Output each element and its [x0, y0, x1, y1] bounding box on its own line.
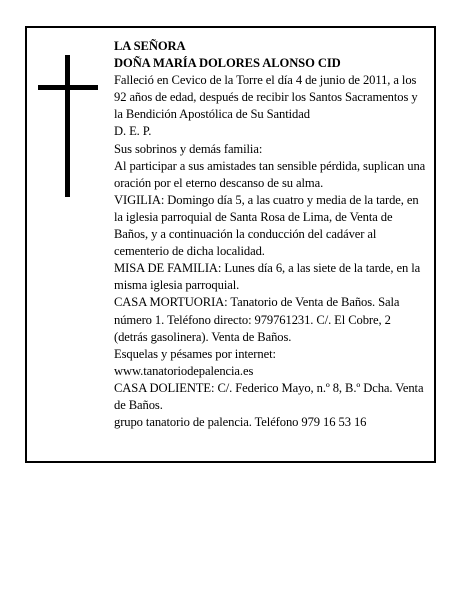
death-statement: Falleció en Cevico de la Torre el día 4 de junio de 2011, a los 92 años de edad, después de recibir los Santos Sacramentos y la Bendición Apostólica de Su Santidad [114, 73, 418, 122]
notice-title: LA SEÑORA [114, 39, 186, 53]
mourning-house-info: CASA DOLIENTE: C/. Federico Mayo, n.º 8, B.º Dcha. Venta de Baños. [114, 380, 424, 412]
obituary-text [114, 38, 426, 431]
dep-line: D. E. P. [114, 124, 152, 139]
online-condolences-label: Esquelas y pésames por internet: [114, 346, 276, 361]
prayer-request: Al participar a sus amistades tan sensible pérdida, suplican una oración por el eterno descanso de su alma. [114, 158, 426, 190]
deceased-name: DOÑA MARÍA DOLORES ALONSO CID [114, 56, 341, 71]
website-link[interactable]: www.tanatoriodepalencia.es [114, 363, 254, 378]
vigil-info: VIGILIA: Domingo día 5, a las cuatro y media de la tarde, en la iglesia parroquial de Santa Rosa de Lima, de Venta de Baños, y a continuación la conducción del cadáver al cementerio de dicha localidad. [114, 192, 419, 259]
funeral-home-info: CASA MORTUORIA: Tanatorio de Venta de Baños. Sala número 1. Teléfono directo: 979761231. C/. El Cobre, 2 (detrás gasolinera). Venta de Baños. [114, 295, 400, 344]
group-phone-line: grupo tanatorio de palencia. Teléfono 979 16 53 16 [114, 415, 367, 430]
family-line: Sus sobrinos y demás familia: [114, 141, 263, 156]
family-mass-info: MISA DE FAMILIA: Lunes día 6, a las siete de la tarde, en la misma iglesia parroquial. [114, 261, 421, 293]
cross-icon-bar [38, 85, 98, 90]
cross-icon [65, 55, 70, 197]
